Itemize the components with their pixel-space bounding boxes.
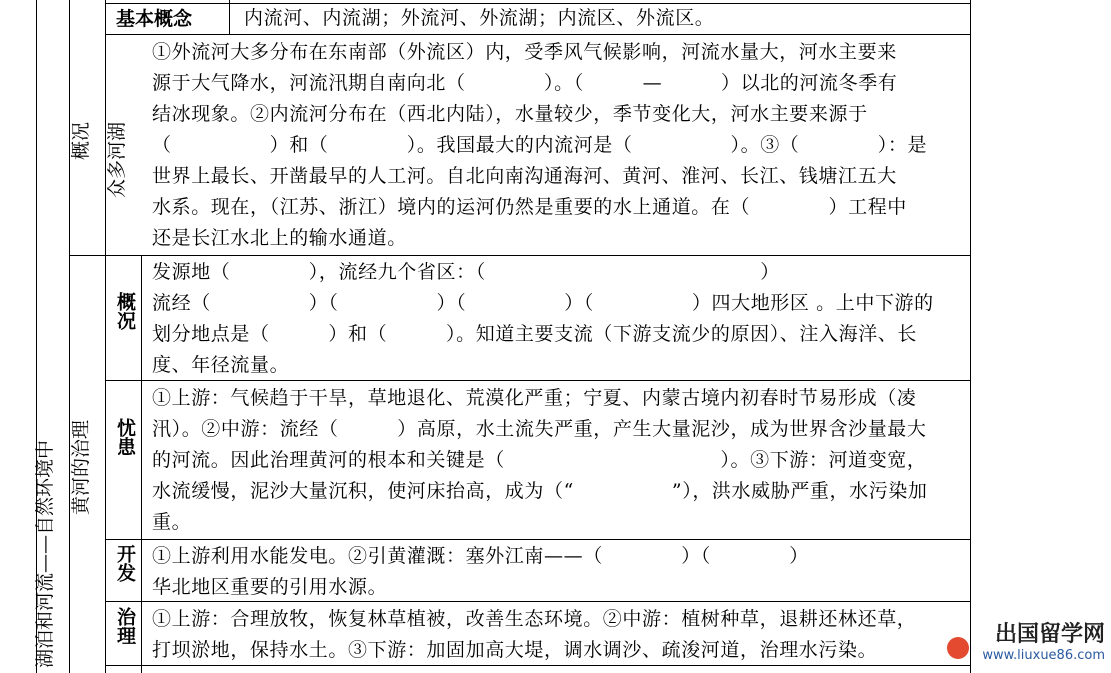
watermark[interactable] [982, 617, 1105, 663]
rivers-line: ①外流河大多分布在东南部（外流区）内，受季风气候影响，河流水量大，河水主要来 [152, 41, 897, 63]
gaikuang-label: 概况 [114, 292, 136, 330]
rivers-line: 还是长江水北上的输水通道。 [152, 227, 407, 249]
kaifa-line: 华北地区重要的引用水源。 [152, 576, 388, 598]
zhili-label: 治理 [114, 607, 136, 645]
table-line-4 [105, 539, 971, 540]
watermark-url[interactable]: www.liuxue86.com [982, 648, 1105, 663]
gaikuang-line: 发源地（ ），流经九个省区：（ ） [152, 261, 780, 283]
gaikuang-line: 度、年径流量。 [152, 354, 290, 376]
rivers-line: 水系。现在，（江苏、浙江）境内的运河仍然是重要的水上通道。在（ ）工程中 [152, 196, 907, 218]
basic-concept-content: 内流河、内流湖；外流河、外流湖；内流区、外流区。 [244, 7, 715, 29]
rivers-line: 源于大气降水，河流汛期自南向北（ ）。（ — ）以北的河流冬季有 [152, 72, 898, 94]
watermark-logo-icon [947, 637, 969, 659]
table-border-col2 [69, 0, 70, 673]
zhili-line: 打坝淤地，保持水土。③下游：加固加高大堤，调水调沙、疏浚河道，治理水污染。 [152, 639, 878, 661]
watermark-title: 出国留学网 [994, 622, 1105, 647]
youhuan-line: ①上游：气候趋于干旱，草地退化、荒漠化严重；宁夏、内蒙古境内初春时节易形成（凌 [152, 387, 917, 409]
youhuan-line: 水流缓慢，泥沙大量沉积，使河床抬高，成为（“ ”），洪水威胁严重，水污染加 [152, 480, 928, 502]
table-border-right [970, 0, 971, 673]
gaikuang-line: 流经（ ）（ ）（ ）（ ）四大地形区 。上中下游的 [152, 292, 934, 314]
kaifa-line: ①上游利用水能发电。②引黄灌溉：塞外江南——（ ）（ ） [152, 545, 809, 567]
gaikuang-line: 划分地点是（ ）和（ ）。知道主要支流（下游支流少的原因）、注入海洋、长 [152, 323, 918, 345]
overview-group-label: 概况 [70, 121, 92, 160]
rivers-line: 结冰现象。②内流河分布在（西北内陆），水量较少，季节变化大，河水主要来源于 [152, 103, 868, 125]
youhuan-line: 的河流。因此治理黄河的根本和关键是（ ）。③下游：河道变宽， [152, 449, 927, 471]
table-border-col4 [141, 255, 142, 673]
table-border-col3 [105, 0, 106, 673]
outer-vertical-label: 湖泊和河流——自然环境中 [34, 439, 56, 668]
basic-concept-label: 基本概念 [116, 8, 193, 30]
table-line-2 [69, 255, 971, 256]
overview-sub-label: 众多河湖 [106, 121, 128, 198]
youhuan-label: 忧患 [114, 418, 136, 456]
table-border-basic-sep [229, 0, 230, 34]
kaifa-label: 开发 [114, 544, 136, 582]
rivers-line: （ ）和（ ）。我国最大的内流河是（ ）。③（ ）：是 [152, 134, 928, 156]
zhili-line: ①上游：合理放牧，恢复林草植被，改善生态环境。②中游：植树种草，退耕还林还草， [152, 608, 917, 630]
youhuan-line: 汛）。②中游：流经（ ）高原，水土流失严重，产生大量泥沙，成为世界含沙量最大 [152, 418, 927, 440]
table-line-1 [105, 34, 971, 35]
youhuan-line: 重。 [152, 511, 192, 533]
yellow-river-group-label: 黄河的治理 [70, 419, 92, 515]
rivers-line: 世界上最长、开凿最早的人工河。自北向南沟通海河、黄河、淮河、长江、钱塘江五大 [152, 165, 897, 187]
